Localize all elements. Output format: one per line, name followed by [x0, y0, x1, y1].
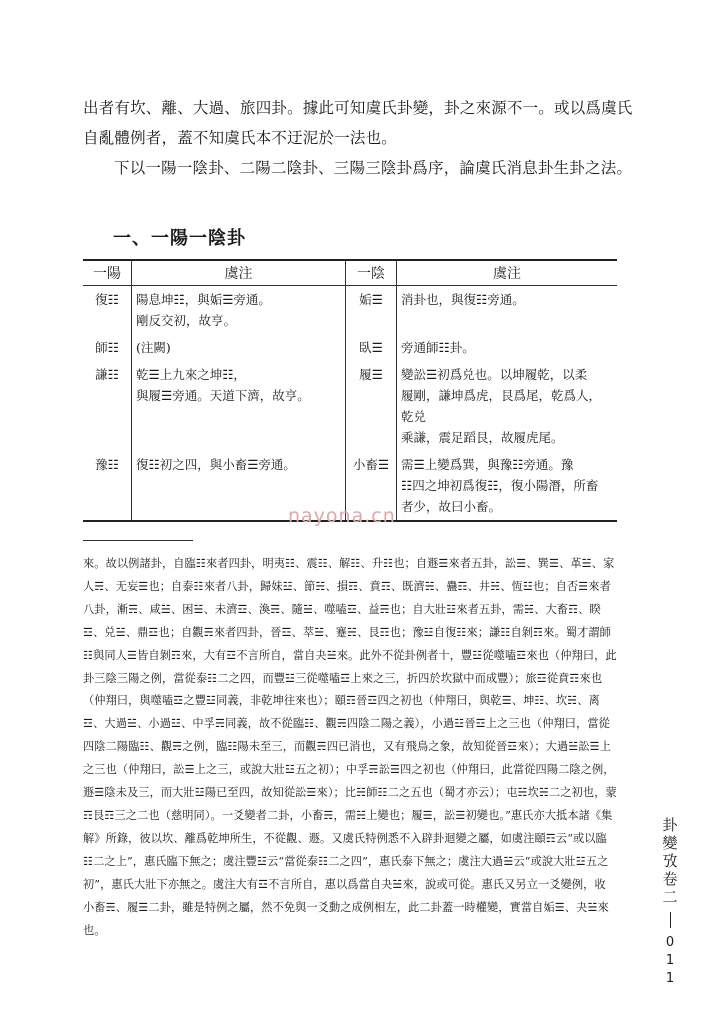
running-head-char: 卦	[662, 816, 678, 834]
gua-note	[397, 361, 618, 451]
note-line: 旁通師☷卦。	[401, 340, 475, 355]
page-number-digit: 1	[665, 953, 675, 968]
note-line: (注闕)	[136, 340, 171, 355]
gua-name: 臥☰	[346, 334, 397, 361]
gua-note	[397, 334, 618, 361]
intro-paragraph-2: 下以一陽一陰卦、二陽二陰卦、三陽三陰卦爲序，論虞氏消息卦生卦之法。	[114, 159, 633, 177]
running-head-char: 卷	[662, 870, 678, 888]
intro-text	[83, 93, 638, 183]
note-line: 剛反交初，故亨。	[136, 313, 237, 328]
footnote-text: 來。故以例諸卦，自臨☷來者四卦，明夷☷、震☷、解☷、升☷也；自遯☰來者五卦，訟☰、巽☰、革☱、家人☴、无妄☰也；自泰☷來者八卦，歸妹☳、節☵、損☶、賁☶、既濟☵、蠱☶、井☵、恆☳也；自否☰來者八卦，漸☴、咸☱、困☱、未濟☲、渙☴、隨☱、噬嗑☲、益☴也；自大壯☳來者五卦，需☵、大畜☶、睽☲、兑☱、鼎☲也；自觀☴來者四卦，晉☲、萃☱、蹇☵、艮☶也；豫☳自復☷來；謙☷自剝☶來。蜀才謂師☷與同人☰皆自剝☶來，大有☲不言所自，當自夬☱來。此外不從卦例者十，豐☳從噬嗑☲來也（仲翔曰，此卦三陰三陽之例，當從泰☷二之四，而豐☳三從噬嗑☲上來之三，折四於坎獄中而成豐）；旅☲從賁☶來也（仲翔曰，與噬嗑☲之豐☳同義，非乾坤往來也）；頤☶晉☲四之初也（仲翔曰，與乾☰、坤☷、坎☵、离☲、大過☱、小過☳、中孚☴同義，故不從臨☷、觀☴四陰二陽之義），小過☳晉☲上之三也（仲翔曰，當從四陰二陽臨☷、觀☴之例，臨☷陽未至三，而觀☴四已消也，又有飛鳥之象，故知從晉☲來）；大過☱訟☰上之三也（仲翔曰，訟☰上之三，或說大壯☳五之初）；中孚☴訟☰四之初也（仲翔曰，此當從四陽二陰之例，遯☰陰未及三，而大壯☳陽已至四，故知從訟☰來）；比☵師☷二之五也（蜀才亦云）；屯☵坎☵二之初也，蒙☶艮☶三之二也（慈明同）。一爻變者二卦，小畜☴，需☵上變也；履☰，訟☰初變也。”惠氏亦大抵本諸《集解》所錄，彼以坎、離爲乾坤所生，不從觀、遯。又虞氏特例悉不入辟卦迴變之屬，如虞注頤☶云“或以臨☷二之上”，惠氏臨下無之；虞注豐☳云“當從泰☷二之四”，惠氏泰下無之；虞注大過☱云“或說大壯☳五之初”，惠氏大壯下亦無之。虞注大有☲不言所自，惠以爲當自夬☱來，說或可從。惠氏又另立一爻變例，收小畜☴、履☰二卦，雖是特例之屬，然不免與一爻動之成例相左，此二卦蓋一時權變，實當自姤☰、夬☱來也。	[83, 557, 617, 937]
note-line: 復☷初之四，與小畜☰旁通。	[136, 457, 296, 472]
header-yang: 一陽	[83, 260, 132, 286]
gua-name: 師☷	[83, 334, 132, 361]
table-header-row	[83, 260, 617, 286]
note-line: 者少，故曰小畜。	[401, 499, 502, 514]
gua-name: 謙☷	[83, 361, 132, 451]
running-head-title	[658, 816, 682, 906]
note-line: 陽息坤☷，與姤☰旁通。	[136, 292, 271, 307]
note-line: 變訟☰初爲兑也。以坤履乾，以柔	[401, 367, 588, 382]
note-line: 與履☰旁通。天道下濟，故亨。	[136, 388, 310, 403]
gua-note	[397, 286, 618, 335]
gua-name: 復☷	[83, 286, 132, 335]
watermark: nayona.cn	[288, 505, 396, 527]
section-heading: 一、一陽一陰卦	[113, 228, 246, 249]
table-row	[83, 286, 617, 335]
gua-note	[132, 334, 346, 361]
gua-note	[132, 286, 346, 335]
running-head-divider	[670, 912, 671, 928]
gua-name: 豫☷	[83, 451, 132, 521]
footnote-divider	[83, 540, 193, 541]
gua-name: 履☰	[346, 361, 397, 451]
note-line: ☷四之坤初爲復☷，復小陽潛，所畜	[401, 478, 599, 493]
note-line: 消卦也，與復☷旁通。	[401, 292, 525, 307]
page-number-digit: 1	[665, 971, 675, 986]
running-head-char: 攷	[662, 852, 678, 870]
header-yin: 一陰	[346, 260, 397, 286]
running-head-char: 變	[662, 834, 678, 852]
header-yu-zhu-right: 虞注	[397, 260, 618, 286]
table-row	[83, 334, 617, 361]
header-yu-zhu-left: 虞注	[132, 260, 346, 286]
gua-note	[132, 361, 346, 451]
running-head-char: 二	[662, 888, 678, 906]
note-line: 需☰上變爲巽，與豫☷旁通。豫	[401, 457, 574, 472]
table-row	[83, 361, 617, 451]
page-number-digit: 0	[665, 935, 675, 950]
note-line: 乾☰上九來之坤☷，	[136, 367, 246, 382]
gua-name: 姤☰	[346, 286, 397, 335]
gua-note	[397, 451, 618, 521]
page-number	[658, 934, 682, 988]
note-line: 履剛，謙坤爲虎，艮爲尾，乾爲人，乾兑	[401, 388, 602, 424]
running-head	[658, 816, 682, 988]
note-line: 乘謙，震足蹈艮，故履虎尾。	[401, 430, 564, 445]
gua-name: 小畜☰	[346, 451, 397, 521]
gua-table	[83, 259, 617, 522]
intro-paragraph-1: 出者有坎、離、大過、旅四卦。據此可知虞氏卦變，卦之來源不一。或以爲虞氏自亂體例者，蓋不知虞氏本不迂泥於一法也。	[83, 99, 633, 147]
